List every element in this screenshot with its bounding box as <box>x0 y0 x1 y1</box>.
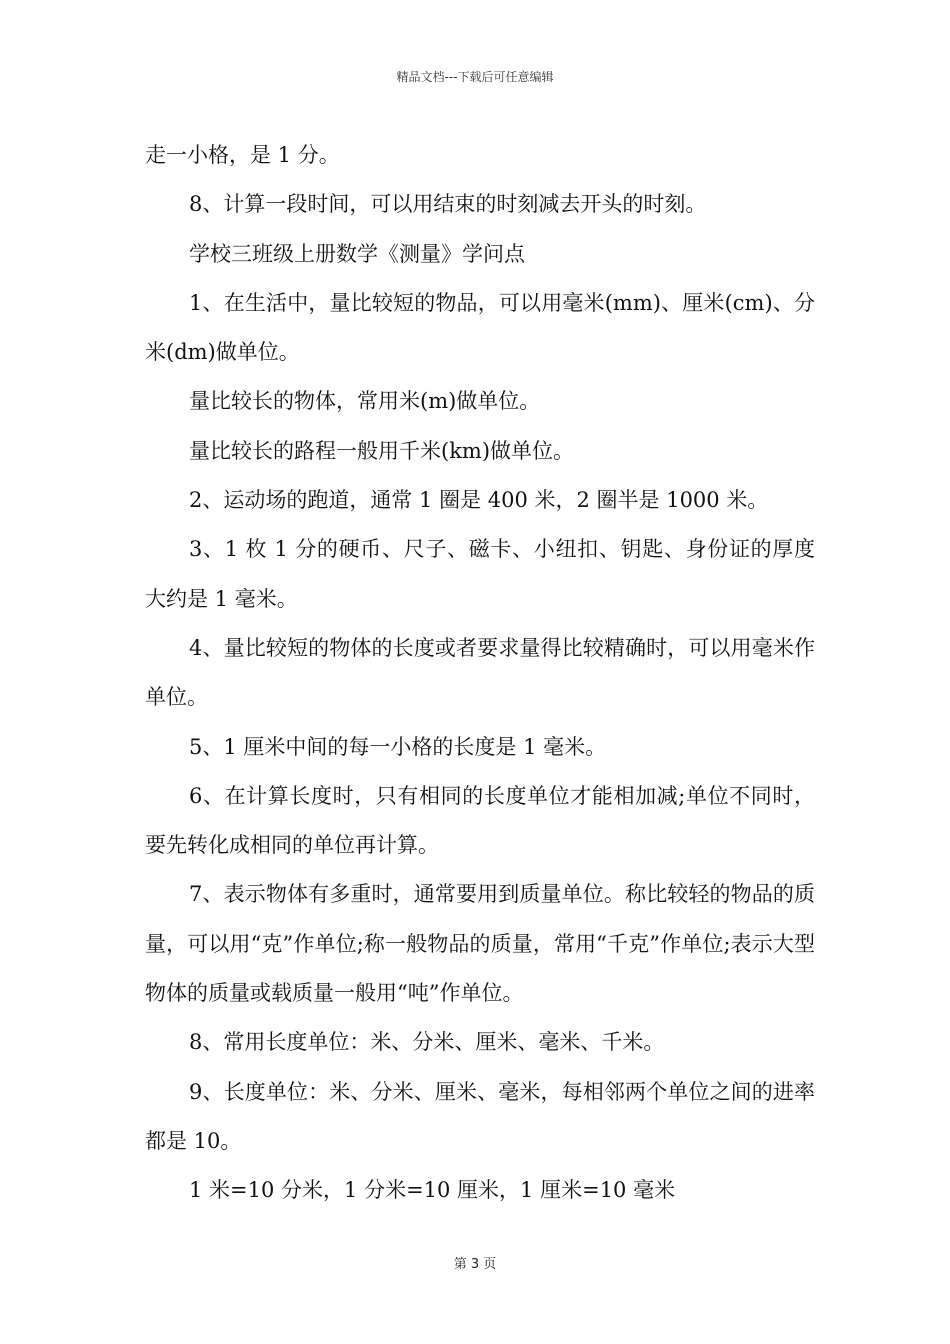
document-body <box>145 131 815 1216</box>
paragraph-12: 7、表示物体有多重时，通常要用到质量单位。称比较轻的物品的质量，可以用“克”作单位;称一般物品的质量，常用“千克”作单位;表示大型物体的质量或载质量一般用“吨”作单位。 <box>145 882 815 1006</box>
page-header: 精品文档---下载后可任意编辑 <box>396 70 554 84</box>
paragraph-8: 3、1 枚 1 分的硬币、尺子、磁卡、小纽扣、钥匙、身份证的厚度大约是 1 毫米。 <box>145 537 815 611</box>
paragraph-5: 量比较长的物体，常用米(m)做单位。 <box>189 389 541 414</box>
page-number: 第 3 页 <box>453 1257 497 1272</box>
paragraph-7: 2、运动场的跑道，通常 1 圈是 400 米，2 圈半是 1000 米。 <box>189 488 769 513</box>
paragraph-10: 5、1 厘米中间的每一小格的长度是 1 毫米。 <box>189 734 607 759</box>
paragraph-4: 1、在生活中，量比较短的物品，可以用毫米(mm)、厘米(cm)、分米(dm)做单位。 <box>145 290 815 365</box>
paragraph-1: 走一小格，是 1 分。 <box>145 143 340 167</box>
paragraph-15: 1 米=10 分米，1 分米=10 厘米，1 厘米=10 毫米 <box>189 1178 676 1203</box>
paragraph-9: 4、量比较短的物体的长度或者要求量得比较精确时，可以用毫米作单位。 <box>145 635 815 710</box>
paragraph-13: 8、常用长度单位：米、分米、厘米、毫米、千米。 <box>189 1030 665 1055</box>
paragraph-14: 9、长度单位：米、分米、厘米、毫米，每相邻两个单位之间的进率都是 10。 <box>145 1079 815 1153</box>
paragraph-11: 6、在计算长度时，只有相同的长度单位才能相加减;单位不同时，要先转化成相同的单位再计算。 <box>145 783 815 858</box>
paragraph-6: 量比较长的路程一般用千米(km)做单位。 <box>189 438 575 463</box>
section-title: 学校三班级上册数学《测量》学问点 <box>189 241 525 266</box>
paragraph-2: 8、计算一段时间，可以用结束的时刻减去开头的时刻。 <box>189 192 707 217</box>
